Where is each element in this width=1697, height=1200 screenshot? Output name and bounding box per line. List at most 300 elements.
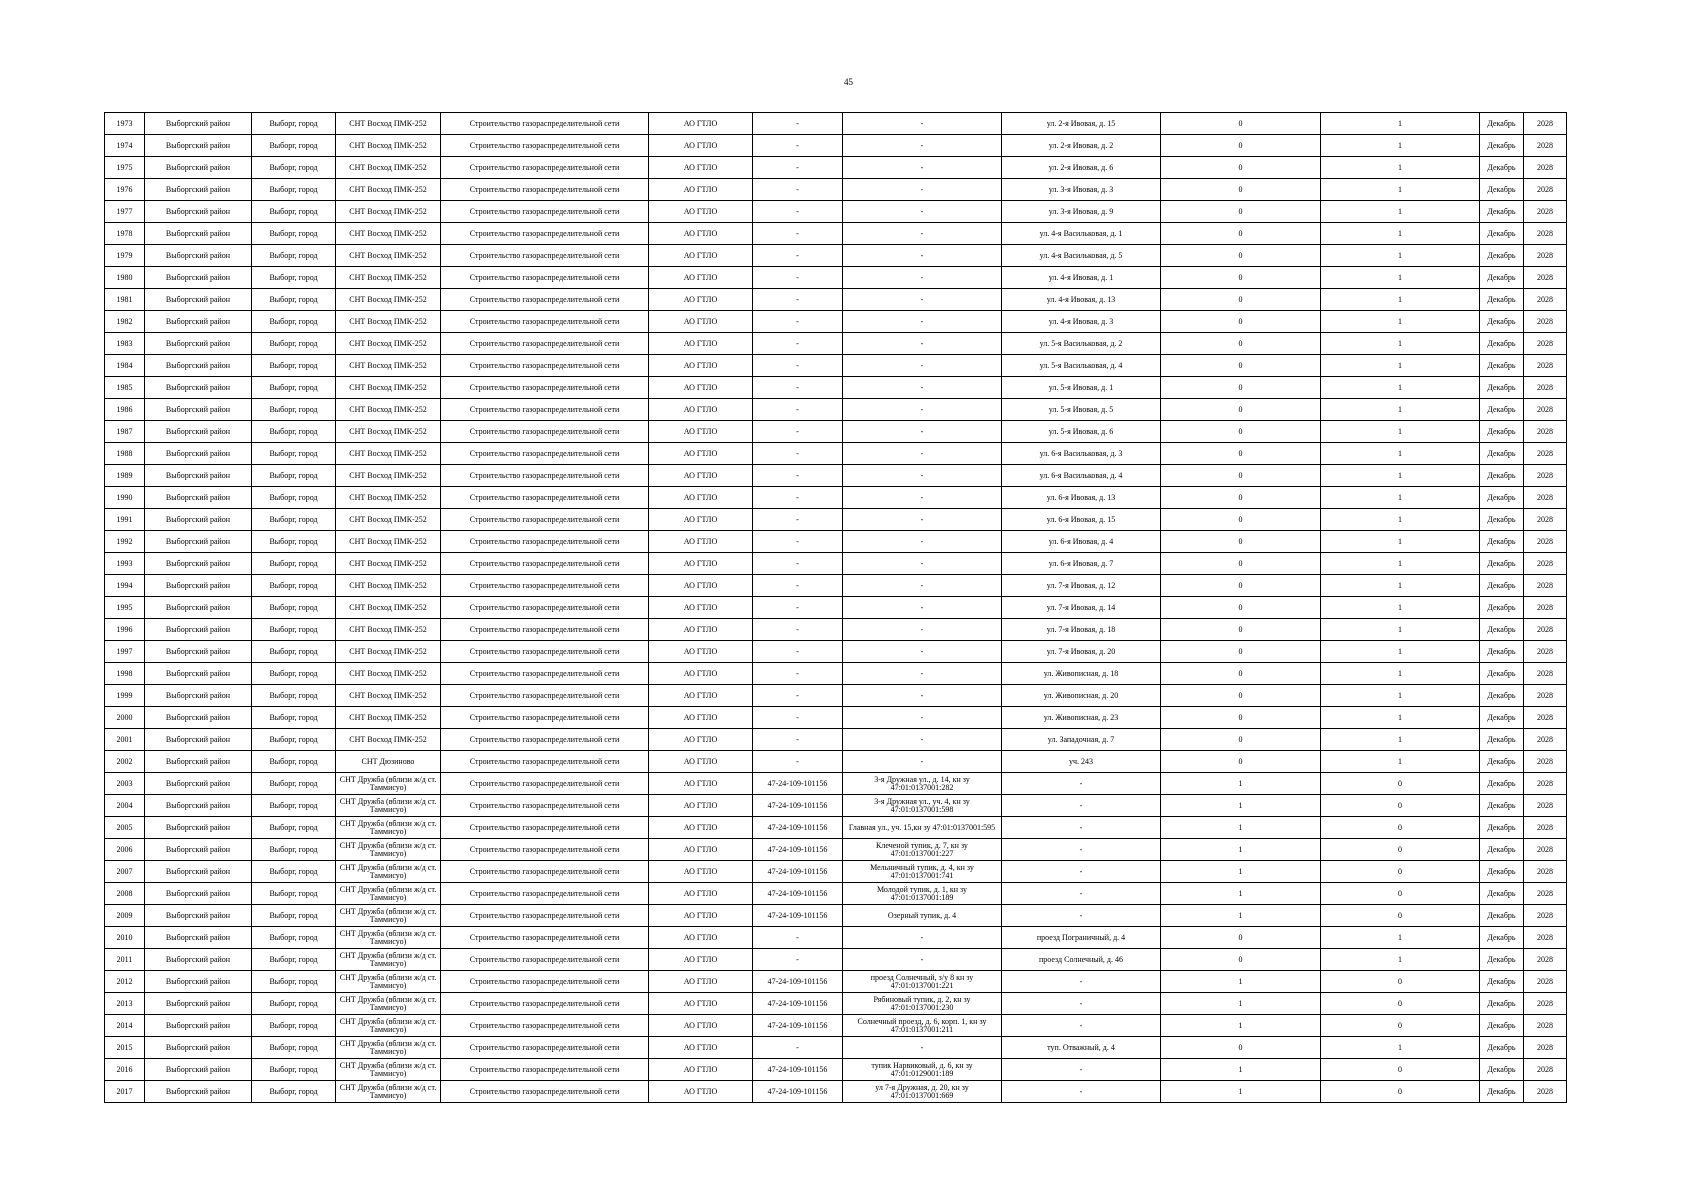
- cell-v2: 1: [1321, 157, 1480, 179]
- cell-object: СНТ Восход ПМК-252: [336, 157, 441, 179]
- cell-tu: -: [753, 333, 843, 355]
- cell-district: Выборгский район: [145, 531, 252, 553]
- table-row: [105, 619, 1567, 641]
- cell-tu: -: [753, 135, 843, 157]
- cell-addr_land: [843, 795, 1002, 817]
- cell-addr_land: -: [843, 1037, 1002, 1059]
- cell-v1: 0: [1161, 531, 1321, 553]
- cell-v1: 0: [1161, 399, 1321, 421]
- cell-district: Выборгский район: [145, 641, 252, 663]
- cell-month: Декабрь: [1480, 927, 1524, 949]
- cell-settlement: Выборг, город: [252, 465, 336, 487]
- cell-month: Декабрь: [1480, 201, 1524, 223]
- cell-v1: 0: [1161, 949, 1321, 971]
- cell-district: Выборгский район: [145, 905, 252, 927]
- table-row: [105, 773, 1567, 795]
- cell-object: СНТ Восход ПМК-252: [336, 179, 441, 201]
- cell-addr_land: [843, 839, 1002, 861]
- cell-work: Строительство газораспределительной сети: [441, 289, 649, 311]
- cell-no: 2004: [105, 795, 145, 817]
- table-row: [105, 135, 1567, 157]
- cell-month: Декабрь: [1480, 971, 1524, 993]
- cell-addr_land: -: [843, 157, 1002, 179]
- cell-district: Выборгский район: [145, 1015, 252, 1037]
- cell-v2: 0: [1321, 905, 1480, 927]
- cell-v2: 1: [1321, 751, 1480, 773]
- cell-tu: -: [753, 663, 843, 685]
- cell-tu: -: [753, 443, 843, 465]
- cell-v2: 1: [1321, 421, 1480, 443]
- table-row: [105, 443, 1567, 465]
- cell-org: АО ГТЛО: [649, 685, 753, 707]
- cell-addr: проезд Пограничный, д. 4: [1002, 927, 1161, 949]
- cell-org: АО ГТЛО: [649, 597, 753, 619]
- cell-month: Декабрь: [1480, 839, 1524, 861]
- cell-work: Строительство газораспределительной сети: [441, 377, 649, 399]
- cell-work: Строительство газораспределительной сети: [441, 267, 649, 289]
- cell-settlement: Выборг, город: [252, 641, 336, 663]
- cell-year: 2028: [1524, 641, 1567, 663]
- cell-tu: 47-24-109-101156: [753, 1081, 843, 1103]
- cell-year: 2028: [1524, 179, 1567, 201]
- cell-month: Декабрь: [1480, 157, 1524, 179]
- cell-text: СНТ Дружба (вблизи ж/д ст. Таммисуо): [339, 995, 437, 1012]
- cell-work: Строительство газораспределительной сети: [441, 223, 649, 245]
- cell-year: 2028: [1524, 487, 1567, 509]
- cell-object: СНТ Восход ПМК-252: [336, 443, 441, 465]
- cell-addr: ул. 7-я Ивовая, д. 20: [1002, 641, 1161, 663]
- cell-v1: 0: [1161, 289, 1321, 311]
- table-row: [105, 553, 1567, 575]
- cell-year: 2028: [1524, 531, 1567, 553]
- cell-month: Декабрь: [1480, 817, 1524, 839]
- cell-addr: проезд Солнечный, д. 46: [1002, 949, 1161, 971]
- cell-year: 2028: [1524, 1059, 1567, 1081]
- cell-district: Выборгский район: [145, 883, 252, 905]
- cell-org: АО ГТЛО: [649, 311, 753, 333]
- cell-settlement: Выборг, город: [252, 333, 336, 355]
- cell-year: 2028: [1524, 421, 1567, 443]
- cell-work: Строительство газораспределительной сети: [441, 399, 649, 421]
- cell-year: 2028: [1524, 993, 1567, 1015]
- cell-month: Декабрь: [1480, 1015, 1524, 1037]
- cell-year: 2028: [1524, 729, 1567, 751]
- cell-v1: 0: [1161, 179, 1321, 201]
- cell-object: [336, 773, 441, 795]
- table-row: [105, 949, 1567, 971]
- cell-no: 1989: [105, 465, 145, 487]
- cell-settlement: Выборг, город: [252, 685, 336, 707]
- cell-year: 2028: [1524, 971, 1567, 993]
- cell-v2: 0: [1321, 883, 1480, 905]
- table-row: [105, 531, 1567, 553]
- cell-settlement: Выборг, город: [252, 905, 336, 927]
- cell-month: Декабрь: [1480, 465, 1524, 487]
- cell-year: 2028: [1524, 333, 1567, 355]
- table-row: [105, 245, 1567, 267]
- cell-settlement: Выборг, город: [252, 707, 336, 729]
- cell-text: СНТ Дружба (вблизи ж/д ст. Таммисуо): [339, 951, 437, 968]
- cell-object: СНТ Восход ПМК-252: [336, 333, 441, 355]
- cell-text: 3-я Дружная ул., д. 14, кн зу 47:01:0137001:282: [874, 775, 970, 792]
- cell-org: АО ГТЛО: [649, 1015, 753, 1037]
- cell-no: 1996: [105, 619, 145, 641]
- cell-org: АО ГТЛО: [649, 135, 753, 157]
- cell-v1: 0: [1161, 443, 1321, 465]
- cell-tu: -: [753, 927, 843, 949]
- cell-month: Декабрь: [1480, 751, 1524, 773]
- cell-object: СНТ Восход ПМК-252: [336, 641, 441, 663]
- cell-work: Строительство газораспределительной сети: [441, 245, 649, 267]
- cell-district: Выборгский район: [145, 1081, 252, 1103]
- cell-org: АО ГТЛО: [649, 267, 753, 289]
- cell-tu: -: [753, 267, 843, 289]
- cell-object: [336, 883, 441, 905]
- cell-no: 2010: [105, 927, 145, 949]
- cell-no: 1990: [105, 487, 145, 509]
- cell-addr_land: [843, 1015, 1002, 1037]
- cell-text: СНТ Дружба (вблизи ж/д ст. Таммисуо): [339, 863, 437, 880]
- table-row: [105, 993, 1567, 1015]
- cell-v1: 0: [1161, 201, 1321, 223]
- cell-settlement: Выборг, город: [252, 1015, 336, 1037]
- cell-v2: 1: [1321, 707, 1480, 729]
- cell-district: Выборгский район: [145, 201, 252, 223]
- table-row: [105, 795, 1567, 817]
- cell-year: 2028: [1524, 883, 1567, 905]
- cell-district: Выборгский район: [145, 113, 252, 135]
- cell-year: 2028: [1524, 927, 1567, 949]
- table-row: [105, 157, 1567, 179]
- table-row: [105, 1059, 1567, 1081]
- cell-v1: 0: [1161, 751, 1321, 773]
- cell-v2: 1: [1321, 663, 1480, 685]
- cell-addr: -: [1002, 1081, 1161, 1103]
- cell-addr: туп. Отважный, д. 4: [1002, 1037, 1161, 1059]
- cell-addr: ул. 5-я Васильковая, д. 2: [1002, 333, 1161, 355]
- cell-addr: -: [1002, 861, 1161, 883]
- cell-v2: 0: [1321, 971, 1480, 993]
- cell-work: Строительство газораспределительной сети: [441, 443, 649, 465]
- cell-year: 2028: [1524, 245, 1567, 267]
- cell-settlement: Выборг, город: [252, 927, 336, 949]
- cell-district: Выборгский район: [145, 509, 252, 531]
- cell-month: Декабрь: [1480, 861, 1524, 883]
- cell-district: Выборгский район: [145, 773, 252, 795]
- cell-no: 2007: [105, 861, 145, 883]
- cell-object: СНТ Восход ПМК-252: [336, 355, 441, 377]
- cell-month: Декабрь: [1480, 773, 1524, 795]
- cell-org: АО ГТЛО: [649, 157, 753, 179]
- cell-no: 2012: [105, 971, 145, 993]
- cell-object: [336, 1081, 441, 1103]
- cell-settlement: Выборг, город: [252, 223, 336, 245]
- cell-no: 1979: [105, 245, 145, 267]
- cell-org: АО ГТЛО: [649, 927, 753, 949]
- cell-settlement: Выборг, город: [252, 971, 336, 993]
- cell-addr: -: [1002, 1059, 1161, 1081]
- cell-org: АО ГТЛО: [649, 751, 753, 773]
- cell-object: СНТ Восход ПМК-252: [336, 311, 441, 333]
- cell-addr: ул. 6-я Ивовая, д. 15: [1002, 509, 1161, 531]
- cell-work: Строительство газораспределительной сети: [441, 883, 649, 905]
- cell-tu: -: [753, 531, 843, 553]
- table-row: [105, 883, 1567, 905]
- cell-org: АО ГТЛО: [649, 729, 753, 751]
- cell-v2: 1: [1321, 223, 1480, 245]
- cell-work: Строительство газораспределительной сети: [441, 135, 649, 157]
- cell-org: АО ГТЛО: [649, 663, 753, 685]
- cell-addr_land: -: [843, 531, 1002, 553]
- cell-no: 2005: [105, 817, 145, 839]
- cell-text: 3-я Дружная ул., уч. 4, кн зу 47:01:0137001:598: [874, 797, 970, 814]
- cell-v1: 0: [1161, 113, 1321, 135]
- cell-object: СНТ Восход ПМК-252: [336, 597, 441, 619]
- cell-district: Выборгский район: [145, 861, 252, 883]
- cell-work: Строительство газораспределительной сети: [441, 1059, 649, 1081]
- cell-org: АО ГТЛО: [649, 707, 753, 729]
- cell-addr: ул. 4-я Ивовая, д. 1: [1002, 267, 1161, 289]
- page-number: 45: [844, 77, 853, 87]
- cell-addr_land: [843, 883, 1002, 905]
- cell-object: [336, 1059, 441, 1081]
- cell-addr_land: -: [843, 311, 1002, 333]
- cell-v2: 0: [1321, 1081, 1480, 1103]
- cell-text: Рябиновый тупик, д. 2, кн зу 47:01:0137001:230: [873, 995, 971, 1012]
- cell-object: СНТ Восход ПМК-252: [336, 289, 441, 311]
- cell-addr: ул. Живописная, д. 23: [1002, 707, 1161, 729]
- cell-work: Строительство газораспределительной сети: [441, 421, 649, 443]
- cell-year: 2028: [1524, 311, 1567, 333]
- cell-v1: 0: [1161, 267, 1321, 289]
- cell-addr_land: -: [843, 399, 1002, 421]
- cell-work: Строительство газораспределительной сети: [441, 993, 649, 1015]
- cell-org: АО ГТЛО: [649, 509, 753, 531]
- cell-object: СНТ Восход ПМК-252: [336, 509, 441, 531]
- cell-object: СНТ Восход ПМК-252: [336, 685, 441, 707]
- cell-object: СНТ Восход ПМК-252: [336, 531, 441, 553]
- cell-text: СНТ Дружба (вблизи ж/д ст. Таммисуо): [339, 841, 437, 858]
- cell-addr_land: -: [843, 487, 1002, 509]
- cell-text: СНТ Дружба (вблизи ж/д ст. Таммисуо): [339, 1039, 437, 1056]
- cell-work: Строительство газораспределительной сети: [441, 751, 649, 773]
- cell-settlement: Выборг, город: [252, 1059, 336, 1081]
- cell-v1: 1: [1161, 993, 1321, 1015]
- cell-v2: 1: [1321, 267, 1480, 289]
- cell-addr: уч. 243: [1002, 751, 1161, 773]
- cell-v1: 1: [1161, 817, 1321, 839]
- cell-text: СНТ Дружба (вблизи ж/д ст. Таммисуо): [339, 973, 437, 990]
- cell-month: Декабрь: [1480, 267, 1524, 289]
- cell-no: 2001: [105, 729, 145, 751]
- cell-month: Декабрь: [1480, 531, 1524, 553]
- cell-tu: -: [753, 641, 843, 663]
- cell-year: 2028: [1524, 355, 1567, 377]
- cell-addr: -: [1002, 971, 1161, 993]
- cell-object: [336, 817, 441, 839]
- cell-month: Декабрь: [1480, 993, 1524, 1015]
- cell-no: 1977: [105, 201, 145, 223]
- cell-year: 2028: [1524, 135, 1567, 157]
- cell-text: СНТ Дружба (вблизи ж/д ст. Таммисуо): [339, 1083, 437, 1100]
- cell-tu: -: [753, 245, 843, 267]
- cell-v2: 1: [1321, 685, 1480, 707]
- cell-addr_land: [843, 971, 1002, 993]
- cell-object: СНТ Восход ПМК-252: [336, 267, 441, 289]
- cell-v2: 1: [1321, 333, 1480, 355]
- cell-month: Декабрь: [1480, 245, 1524, 267]
- cell-text: СНТ Дружба (вблизи ж/д ст. Таммисуо): [339, 1017, 437, 1034]
- cell-year: 2028: [1524, 619, 1567, 641]
- cell-work: Строительство газораспределительной сети: [441, 1015, 649, 1037]
- cell-v1: 1: [1161, 905, 1321, 927]
- cell-object: СНТ Восход ПМК-252: [336, 399, 441, 421]
- cell-tu: -: [753, 729, 843, 751]
- cell-org: АО ГТЛО: [649, 817, 753, 839]
- cell-month: Декабрь: [1480, 311, 1524, 333]
- table-row: [105, 597, 1567, 619]
- cell-tu: 47-24-109-101156: [753, 971, 843, 993]
- cell-settlement: Выборг, город: [252, 443, 336, 465]
- cell-org: АО ГТЛО: [649, 553, 753, 575]
- cell-addr_land: -: [843, 421, 1002, 443]
- cell-year: 2028: [1524, 289, 1567, 311]
- cell-object: СНТ Восход ПМК-252: [336, 113, 441, 135]
- cell-settlement: Выборг, город: [252, 113, 336, 135]
- cell-org: АО ГТЛО: [649, 575, 753, 597]
- cell-settlement: Выборг, город: [252, 531, 336, 553]
- cell-text: Клеченой тупик, д. 7, кн зу 47:01:0137001:227: [876, 841, 968, 858]
- cell-addr: ул. 6-я Ивовая, д. 13: [1002, 487, 1161, 509]
- cell-work: Строительство газораспределительной сети: [441, 311, 649, 333]
- cell-addr_land: -: [843, 267, 1002, 289]
- cell-month: Декабрь: [1480, 949, 1524, 971]
- cell-addr: -: [1002, 993, 1161, 1015]
- cell-month: Декабрь: [1480, 399, 1524, 421]
- cell-month: Декабрь: [1480, 421, 1524, 443]
- cell-no: 1994: [105, 575, 145, 597]
- cell-addr_land: -: [843, 443, 1002, 465]
- table-row: [105, 685, 1567, 707]
- cell-month: Декабрь: [1480, 883, 1524, 905]
- cell-addr: ул. 6-я Васильковая, д. 4: [1002, 465, 1161, 487]
- cell-org: АО ГТЛО: [649, 465, 753, 487]
- cell-district: Выборгский район: [145, 575, 252, 597]
- cell-no: 1985: [105, 377, 145, 399]
- cell-v1: 0: [1161, 707, 1321, 729]
- cell-tu: -: [753, 949, 843, 971]
- cell-addr: ул. 2-я Ивовая, д. 15: [1002, 113, 1161, 135]
- cell-no: 2017: [105, 1081, 145, 1103]
- cell-addr_land: -: [843, 333, 1002, 355]
- cell-district: Выборгский район: [145, 685, 252, 707]
- cell-tu: -: [753, 201, 843, 223]
- cell-settlement: Выборг, город: [252, 839, 336, 861]
- cell-org: АО ГТЛО: [649, 993, 753, 1015]
- table-row: [105, 333, 1567, 355]
- cell-tu: -: [753, 157, 843, 179]
- cell-text: СНТ Дружба (вблизи ж/д ст. Таммисуо): [339, 885, 437, 902]
- cell-org: АО ГТЛО: [649, 971, 753, 993]
- cell-addr_land: -: [843, 751, 1002, 773]
- cell-district: Выборгский район: [145, 399, 252, 421]
- cell-no: 1974: [105, 135, 145, 157]
- cell-work: Строительство газораспределительной сети: [441, 355, 649, 377]
- cell-v1: 0: [1161, 355, 1321, 377]
- cell-org: АО ГТЛО: [649, 289, 753, 311]
- cell-settlement: Выборг, город: [252, 553, 336, 575]
- table-row: [105, 1081, 1567, 1103]
- cell-year: 2028: [1524, 773, 1567, 795]
- cell-addr: -: [1002, 905, 1161, 927]
- cell-v2: 1: [1321, 399, 1480, 421]
- table-row: [105, 465, 1567, 487]
- cell-object: СНТ Восход ПМК-252: [336, 465, 441, 487]
- table-row: [105, 201, 1567, 223]
- table-row: [105, 311, 1567, 333]
- cell-addr: ул. Живописная, д. 18: [1002, 663, 1161, 685]
- cell-addr_land: -: [843, 223, 1002, 245]
- cell-settlement: Выборг, город: [252, 135, 336, 157]
- cell-text: СНТ Дружба (вблизи ж/д ст. Таммисуо): [339, 797, 437, 814]
- cell-work: Строительство газораспределительной сети: [441, 949, 649, 971]
- cell-tu: 47-24-109-101156: [753, 839, 843, 861]
- cell-v2: 1: [1321, 179, 1480, 201]
- cell-year: 2028: [1524, 377, 1567, 399]
- cell-v1: 0: [1161, 927, 1321, 949]
- cell-org: АО ГТЛО: [649, 619, 753, 641]
- cell-addr: ул. 7-я Ивовая, д. 18: [1002, 619, 1161, 641]
- cell-work: Строительство газораспределительной сети: [441, 905, 649, 927]
- table-row: [105, 1015, 1567, 1037]
- cell-v2: 1: [1321, 113, 1480, 135]
- cell-object: [336, 927, 441, 949]
- cell-month: Декабрь: [1480, 333, 1524, 355]
- cell-org: АО ГТЛО: [649, 399, 753, 421]
- cell-month: Декабрь: [1480, 707, 1524, 729]
- table-row: [105, 421, 1567, 443]
- cell-settlement: Выборг, город: [252, 1037, 336, 1059]
- cell-settlement: Выборг, город: [252, 861, 336, 883]
- cell-object: [336, 795, 441, 817]
- cell-no: 1986: [105, 399, 145, 421]
- cell-v1: 0: [1161, 685, 1321, 707]
- cell-v2: 0: [1321, 1015, 1480, 1037]
- cell-tu: -: [753, 685, 843, 707]
- cell-v1: 1: [1161, 795, 1321, 817]
- cell-v1: 0: [1161, 663, 1321, 685]
- cell-district: Выборгский район: [145, 289, 252, 311]
- cell-object: СНТ Восход ПМК-252: [336, 245, 441, 267]
- cell-text: Молодой тупик, д. 1, кн зу 47:01:0137001:189: [877, 885, 967, 902]
- cell-district: Выборгский район: [145, 465, 252, 487]
- cell-settlement: Выборг, город: [252, 267, 336, 289]
- cell-month: Декабрь: [1480, 641, 1524, 663]
- cell-work: Строительство газораспределительной сети: [441, 531, 649, 553]
- cell-settlement: Выборг, город: [252, 949, 336, 971]
- cell-district: Выборгский район: [145, 729, 252, 751]
- cell-district: Выборгский район: [145, 553, 252, 575]
- table-row: [105, 971, 1567, 993]
- cell-settlement: Выборг, город: [252, 377, 336, 399]
- cell-text: СНТ Дружба (вблизи ж/д ст. Таммисуо): [339, 775, 437, 792]
- cell-month: Декабрь: [1480, 113, 1524, 135]
- cell-district: Выборгский район: [145, 267, 252, 289]
- cell-work: Строительство газораспределительной сети: [441, 927, 649, 949]
- cell-v1: 0: [1161, 465, 1321, 487]
- cell-org: АО ГТЛО: [649, 179, 753, 201]
- cell-no: 1995: [105, 597, 145, 619]
